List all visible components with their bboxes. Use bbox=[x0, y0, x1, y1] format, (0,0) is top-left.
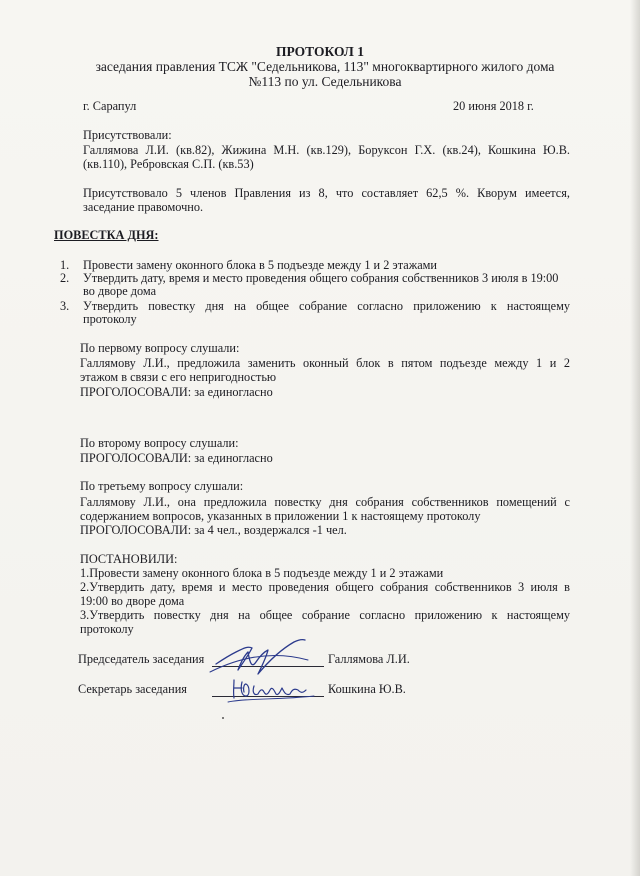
resolution-item-1: 1.Провести замену оконного блока в 5 подъезде между 1 и 2 этажами bbox=[80, 566, 444, 580]
q3-line-2: содержанием вопросов, указанных в приложении 1 к настоящему протоколу bbox=[80, 509, 481, 523]
secretary-label: Секретарь заседания bbox=[78, 682, 187, 696]
agenda-heading: ПОВЕСТКА ДНЯ: bbox=[54, 228, 159, 242]
q2-heading: По второму вопросу слушали: bbox=[80, 436, 239, 450]
chair-name: Галлямова Л.И. bbox=[328, 652, 410, 666]
resolution-heading: ПОСТАНОВИЛИ: bbox=[80, 552, 178, 566]
resolution-item-2: 2.Утвердить дату, время и место проведения общего собрания собственников 3 июля в bbox=[80, 580, 570, 594]
agenda-item-2-number: 2. bbox=[60, 271, 70, 285]
quorum-line-1: Присутствовало 5 членов Правления из 8, что составляет 62,5 %. Кворум имеется, bbox=[83, 186, 570, 200]
attendees-line-1: Галлямова Л.И. (кв.82), Жижина М.Н. (кв.129), Боруксон Г.Х. (кв.24), Кошкина Ю.В. bbox=[83, 143, 570, 157]
agenda-item-2-text: Утвердить дату, время и место проведения общего собрания собственников 3 июля в 19:00 bbox=[83, 271, 559, 285]
resolution-item-3: 3.Утвердить повестку дня на общее собрание согласно приложению к настоящему bbox=[80, 608, 570, 622]
agenda-item-1-number: 1. bbox=[60, 258, 70, 272]
attendees-heading: Присутствовали: bbox=[83, 128, 172, 142]
agenda-item-1-text: Провести замену оконного блока в 5 подъезде между 1 и 2 этажами bbox=[83, 258, 438, 272]
q3-heading: По третьему вопросу слушали: bbox=[80, 479, 244, 493]
q1-vote: ПРОГОЛОСОВАЛИ: за единогласно bbox=[80, 385, 273, 399]
q1-line-2: этажом в связи с его непригодностью bbox=[80, 370, 277, 384]
page-edge-shadow bbox=[630, 0, 640, 876]
resolution-item-2-cont: 19:00 во дворе дома bbox=[80, 594, 185, 608]
q3-line-1: Галлямову Л.И., она предложила повестку дня собрания собственников помещений с bbox=[80, 495, 570, 509]
q1-heading: По первому вопросу слушали: bbox=[80, 341, 240, 355]
agenda-item-3-number: 3. bbox=[60, 299, 70, 313]
page-title: ПРОТОКОЛ 1 bbox=[276, 44, 364, 59]
q1-line-1: Галлямову Л.И., предложила заменить оконный блок в пятом подъезде между 1 и 2 bbox=[80, 356, 570, 370]
quorum-line-2: заседание правомочно. bbox=[83, 200, 204, 214]
agenda-item-3-text-cont: протоколу bbox=[83, 312, 137, 326]
page-subtitle: заседания правления ТСЖ "Седельникова, 113" многоквартирного жилого дома №113 по ул. Седельникова bbox=[95, 59, 555, 89]
attendees-line-2: (кв.110), Ребровская С.П. (кв.53) bbox=[83, 157, 254, 171]
agenda-item-3-text: Утвердить повестку дня на общее собрание согласно приложению к настоящему bbox=[83, 299, 570, 313]
secretary-name: Кошкина Ю.В. bbox=[328, 682, 406, 696]
q3-vote: ПРОГОЛОСОВАЛИ: за 4 чел., воздержался -1 чел. bbox=[80, 523, 347, 537]
ink-speck bbox=[222, 717, 224, 719]
place: г. Сарапул bbox=[83, 99, 137, 113]
date: 20 июня 2018 г. bbox=[453, 99, 534, 113]
agenda-item-2-text-cont: во дворе дома bbox=[83, 284, 157, 298]
chair-label: Председатель заседания bbox=[78, 652, 205, 666]
resolution-item-3-cont: протоколу bbox=[80, 622, 134, 636]
secretary-signature bbox=[228, 672, 318, 706]
q2-vote: ПРОГОЛОСОВАЛИ: за единогласно bbox=[80, 451, 273, 465]
